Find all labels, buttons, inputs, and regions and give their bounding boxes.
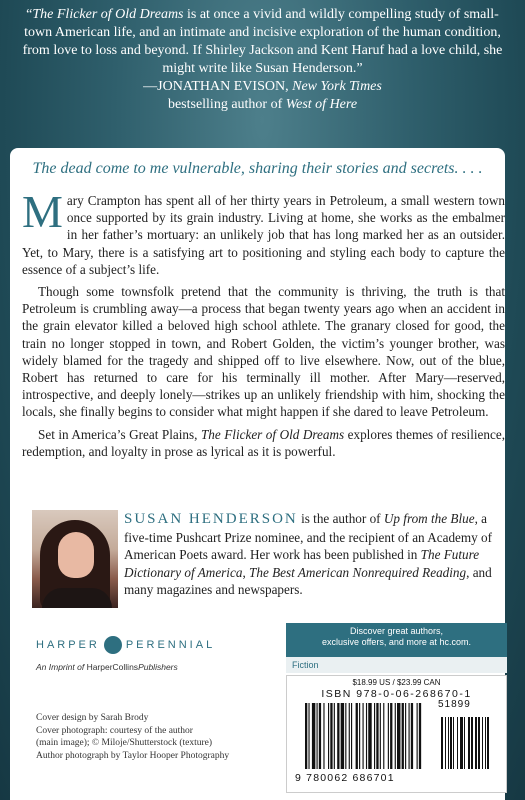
publisher-logo: HARPER PERENNIAL <box>36 634 215 656</box>
blurb-attribution: —JONATHAN EVISON, New York Times <box>143 79 382 94</box>
praise-blurb <box>22 6 503 114</box>
ean-digits: 9 780062 686701 <box>295 772 395 784</box>
credit-line: Author photograph by Taylor Hooper Photography <box>36 750 230 761</box>
author-bio: SUSAN HENDERSON is the author of Up from the Blue, a five-time Pushcart Prize nominee, and the recipient of an Academy of American Poets award. Her work has been published in The Future Dictionary of America, The Best American Nonrequired Reading, and many magazines and newspapers. <box>124 511 493 597</box>
blurb-book-title: The Flicker of Old Dreams <box>32 7 184 22</box>
synopsis-paragraph-2: Though some townsfolk pretend that the community is thriving, the truth is that Petroleum is crumbling away—a process that began twenty years ago when an accident in the grain elevator killed a beloved high school athlete. The granary closed for good, the train no longer stopped in town, and Robert Golden, the victim’s younger brother, was widely blamed for the tragedy and shipped off to live elsewhere. Now, out of the blue, Robert has returned to care for his terminally ill mother. After Mary—reserved, introspective, and deeply lonely—strikes up an unlikely friendship with him, shocking the locals, she finally begins to consider what might happen if she dared to leave Petroleum. <box>22 284 505 420</box>
tagline: The dead come to me vulnerable, sharing their stories and secrets. . . . <box>32 160 483 177</box>
discover-banner: Discover great authors, exclusive offers, and more at hc.com. <box>286 623 507 657</box>
author-photo <box>32 510 118 608</box>
credit-line: Cover design by Sarah Brody <box>36 713 149 723</box>
author-name: SUSAN HENDERSON <box>124 511 298 527</box>
blurb-quote: is at once a vivid and wildly compelling study of small-town American life, and an intimate and incisive exploration of the human condition, from love to loss and beyond. If Shirley Jackson and Kent Haruf had a love child, she might write like Susan Henderson.” <box>22 7 503 76</box>
price-addon-code: 51899 <box>438 699 471 710</box>
synopsis <box>22 186 505 465</box>
synopsis-paragraph-3: Set in America’s Great Plains, The Flicker of Old Dreams explores themes of resilience, redemption, and loyalty in prose as lyrical as it is powerful. <box>22 426 505 459</box>
credit-line: (main image); © Miloje/Shutterstock (texture) <box>36 738 213 748</box>
drop-cap: M <box>22 186 63 237</box>
price-label: $18.99 US / $23.99 CAN <box>352 678 441 687</box>
back-cover-panel <box>10 148 505 800</box>
blurb-attribution-line2: bestselling author of West of Here <box>167 97 358 112</box>
credit-line: Cover photograph: courtesy of the author <box>36 725 193 736</box>
barcode-graphic <box>305 703 495 771</box>
harper-perennial-circle-icon <box>104 636 122 654</box>
isbn-label: ISBN 978-0-06-268670-1 <box>321 688 472 700</box>
imprint-line: An Imprint of HarperCollinsPublishers <box>36 662 178 672</box>
blurb-open-quote: “ <box>26 7 33 22</box>
category-label: Fiction <box>286 657 507 673</box>
barcode-block <box>286 675 507 793</box>
cover-credits <box>36 712 266 762</box>
synopsis-paragraph-1: Mary Crampton has spent all of her thirty years in Petroleum, a small western town once supported by its grain industry. Living at home, she works as the embalmer in her father’s mortuary: an unlikely job that has long marked her as an outsider. Yet, to Mary, there is a satisfying art to positioning and styling each body to capture the essence of a subject’s life. <box>22 186 505 277</box>
